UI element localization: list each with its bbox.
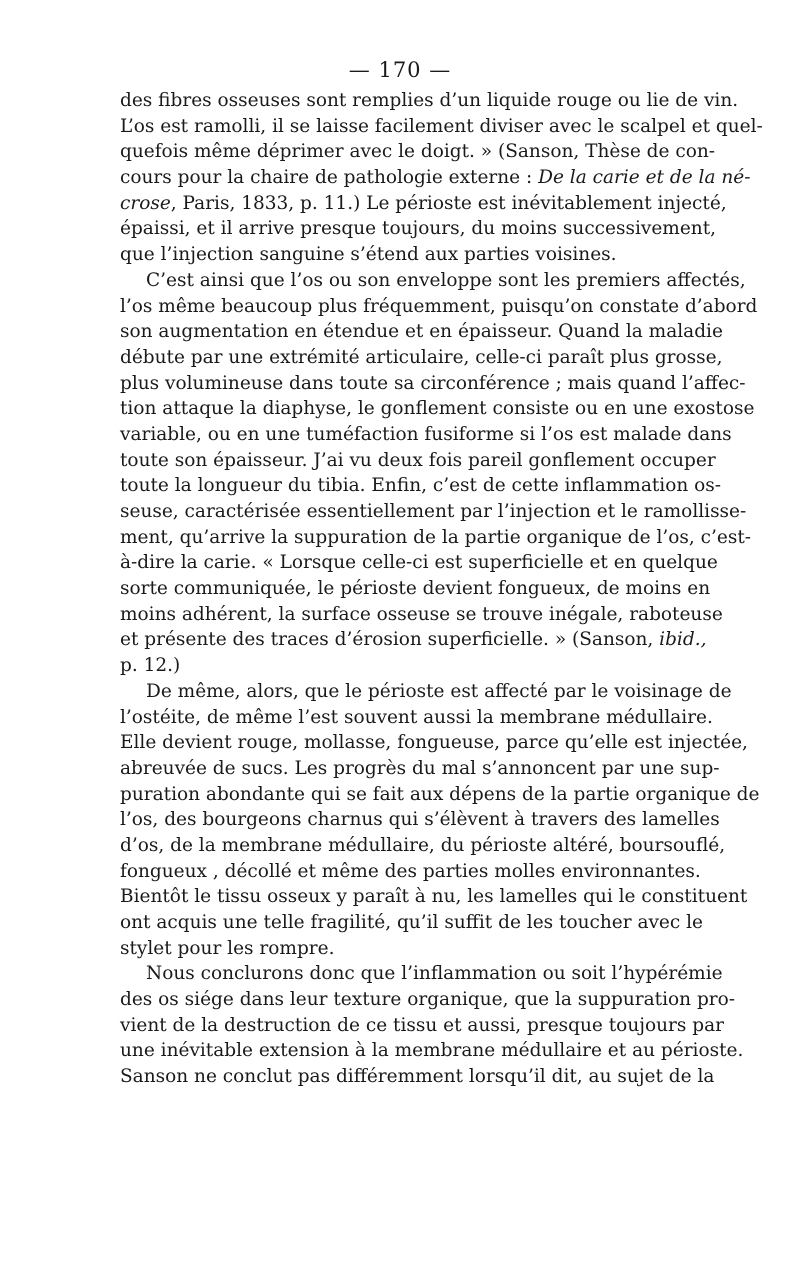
italic-ref: ibid., (659, 629, 707, 651)
text-line: une inévitable extension à la membrane médullaire et au périoste. (120, 1040, 744, 1062)
text-line: des fibres osseuses sont remplies d’un liquide rouge ou lie de vin. (120, 90, 739, 111)
body-text (120, 88, 763, 1090)
text-line: toute la longueur du tibia. Enfin, c’est de cette inflammation os- (120, 475, 722, 497)
text-line: fongueux , décollé et même des parties molles environnantes. (120, 860, 701, 882)
text-line: L’os est ramolli, il se laisse facilement diviser avec le scalpel et quel- (120, 115, 763, 137)
text-line: Elle devient rouge, mollasse, fongueuse, parce qu’elle est injectée, (120, 732, 748, 754)
text-line: l’os, des bourgeons charnus qui s’élèvent à travers des lamelles (120, 809, 720, 831)
text-line: d’os, de la membrane médullaire, du périoste altéré, boursouflé, (120, 834, 726, 856)
text-line: Sanson ne conclut pas différemment lorsqu’il dit, au sujet de la (120, 1066, 715, 1088)
text-line: à-dire la carie. « Lorsque celle-ci est superficielle et en quelque (120, 552, 718, 574)
text-line: abreuvée de sucs. Les progrès du mal s’annoncent par une sup- (120, 757, 720, 779)
text-line: p. 12.) (120, 655, 181, 677)
text-line: toute son épaisseur. J’ai vu deux fois pareil gonflement occuper (120, 449, 716, 471)
text-line: vient de la destruction de ce tissu et aussi, presque toujours par (120, 1014, 724, 1036)
text-line: son augmentation en étendue et en épaisseur. Quand la maladie (120, 321, 723, 343)
text-line: l’os même beaucoup plus fréquemment, puisqu’on constate d’abord (120, 295, 758, 317)
text-line: épaissi, et il arrive presque toujours, du moins successivement, (120, 218, 717, 240)
text-line: Bientôt le tissu osseux y paraît à nu, les lamelles qui le constituent (120, 886, 748, 908)
text-line: sorte communiquée, le périoste devient fongueux, de moins en (120, 578, 711, 600)
text-line: moins adhérent, la surface osseuse se trouve inégale, raboteuse (120, 603, 723, 625)
italic-title: crose (120, 192, 171, 214)
text-line: tion attaque la diaphyse, le gonflement consiste ou en une exostose (120, 398, 755, 420)
text-line: De même, alors, que le périoste est affecté par le voisinage de (146, 680, 732, 702)
text-line: crose, Paris, 1833, p. 11.) Le périoste est inévitablement injecté, (120, 192, 727, 214)
text-line: débute par une extrémité articulaire, celle-ci paraît plus grosse, (120, 346, 723, 368)
text-line: variable, ou en une tuméfaction fusiforme si l’os est malade dans (120, 423, 732, 445)
text-line: C’est ainsi que l’os ou son enveloppe sont les premiers affectés, (146, 269, 746, 291)
page-number: — 170 — (348, 58, 452, 82)
text-line: puration abondante qui se fait aux dépens de la partie organique de (120, 783, 760, 805)
text-line: Nous conclurons donc que l’inflammation ou soit l’hypérémie (146, 963, 723, 985)
text-line: l’ostéite, de même l’est souvent aussi la membrane médullaire. (120, 706, 713, 728)
text-line: quefois même déprimer avec le doigt. » (Sanson, Thèse de con- (120, 141, 716, 163)
text-line: ment, qu’arrive la suppuration de la partie organique de l’os, c’est- (120, 526, 752, 548)
text-line: et présente des traces d’érosion superficielle. » (Sanson, ibid., (120, 629, 707, 651)
text-line: seuse, caractérisée essentiellement par l’injection et le ramollisse- (120, 501, 747, 522)
text-line: cours pour la chaire de pathologie externe : De la carie et de la né- (120, 167, 751, 189)
text-line: que l’injection sanguine s’étend aux parties voisines. (120, 244, 617, 266)
text-line: ont acquis une telle fragilité, qu’il suffit de les toucher avec le (120, 912, 703, 933)
text-line: stylet pour les rompre. (120, 937, 335, 959)
text-line: plus volumineuse dans toute sa circonférence ; mais quand l’affec- (120, 372, 746, 394)
italic-title: De la carie et de la né- (538, 167, 751, 189)
text-line: des os siége dans leur texture organique, que la suppuration pro- (120, 989, 736, 1011)
